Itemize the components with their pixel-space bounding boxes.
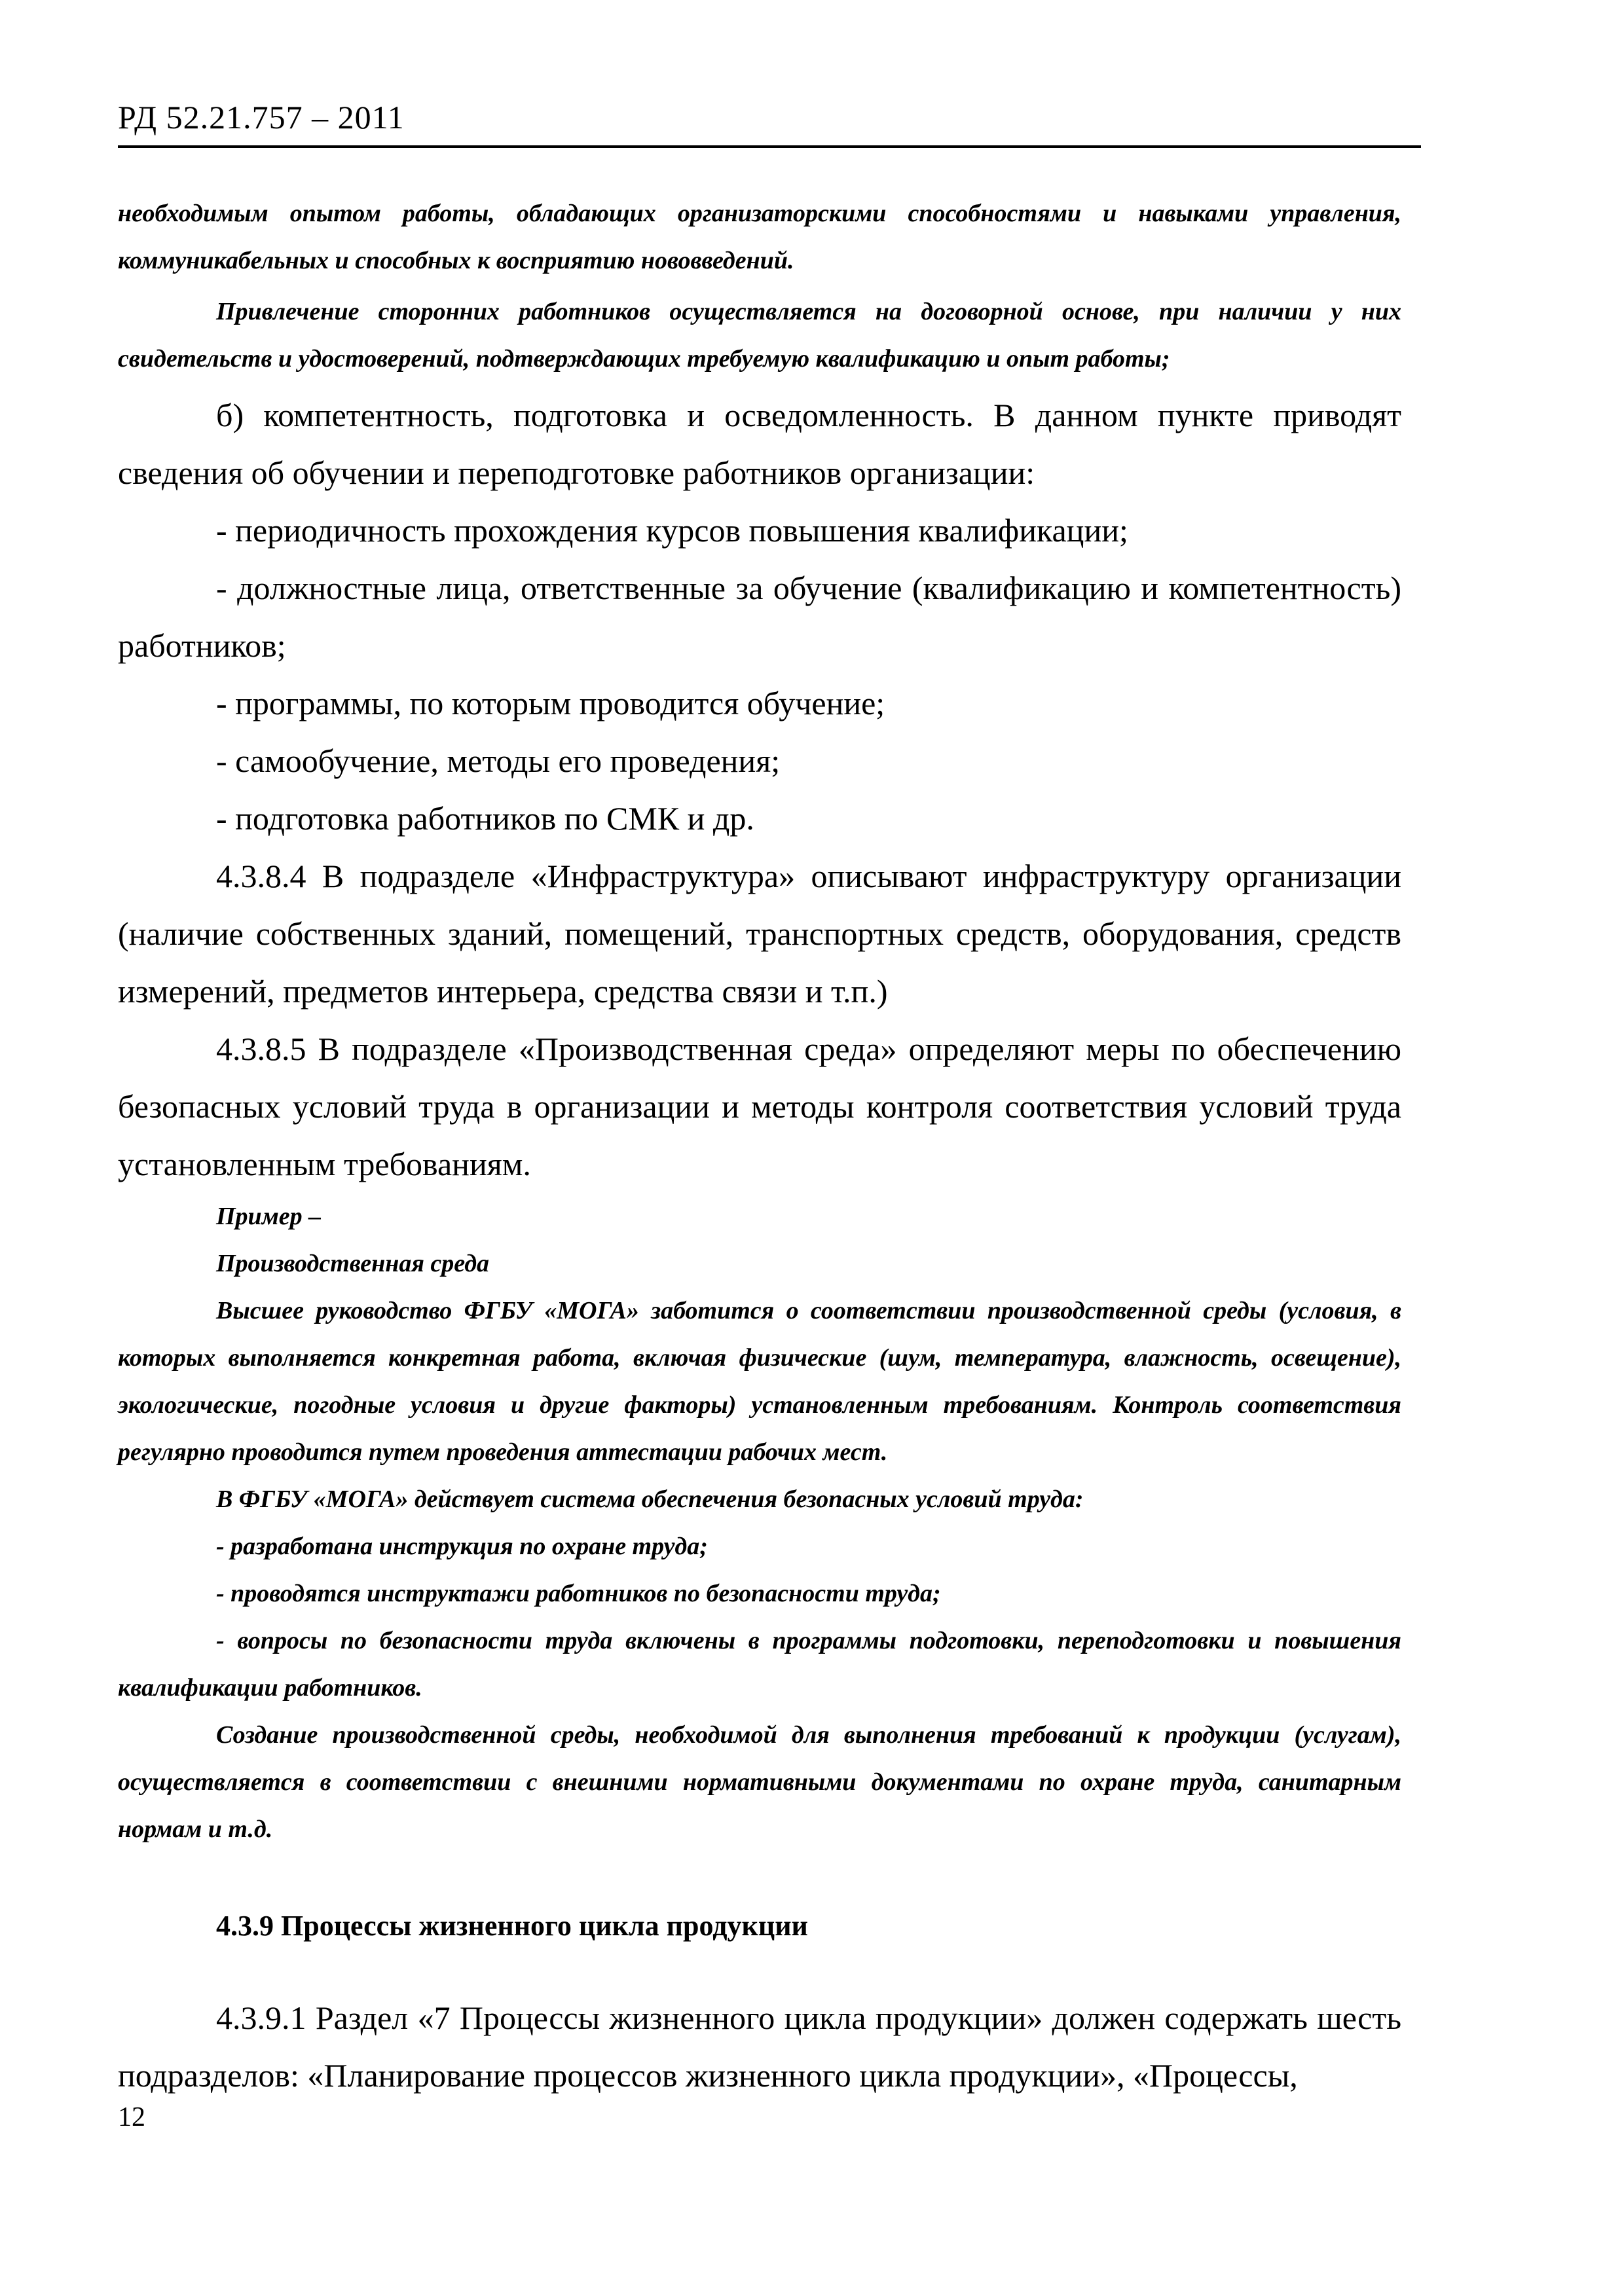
italic-list-item: - вопросы по безопасности труда включены в программы подготовки, переподготовки и повышения квалификации работников. bbox=[118, 1627, 1401, 1702]
italic-paragraph: Создание производственной среды, необходимой для выполнения требований к продукции (услугам), осуществляется в соответствии с внешними нормативными документами по охране труда, санитарным нормам и т.д. bbox=[118, 1721, 1401, 1843]
list-item: - самообучение, методы его проведения; bbox=[216, 742, 781, 779]
italic-paragraph: Высшее руководство ФГБУ «МОГА» заботится о соответствии производственной среды (условия, в которых выполняется конкретная работа, включая физические (шум, температура, влажность, освещение), экологические, погодные условия и другие факторы) установленным требованиям. Контроль соответствия регулярно проводится путем проведения аттестации рабочих мест. bbox=[118, 1297, 1401, 1466]
italic-list-item: - разработана инструкция по охране труда; bbox=[216, 1533, 708, 1560]
body-paragraph: 4.3.8.4 В подразделе «Инфраструктура» описывают инфраструктуру организации (наличие собственных зданий, помещений, транспортных средств, оборудования, средств измерений, предметов интерьера, средства связи и т.п.) bbox=[118, 858, 1401, 1010]
italic-paragraph: необходимым опытом работы, обладающих организаторскими способностями и навыками управления, коммуникабельных и способных к восприятию нововведений. bbox=[118, 200, 1401, 274]
list-item: - подготовка работников по СМК и др. bbox=[216, 800, 754, 837]
body-paragraph: 4.3.8.5 В подразделе «Производственная среда» определяют меры по обеспечению безопасных условий труда в организации и методы контроля соответствия условий труда установленным требованиям. bbox=[118, 1030, 1401, 1182]
list-item: - должностные лица, ответственные за обучение (квалификацию и компетентность) работников; bbox=[118, 570, 1401, 664]
section-heading: 4.3.9 Процессы жизненного цикла продукции bbox=[216, 1910, 808, 1942]
italic-list-item: - проводятся инструктажи работников по безопасности труда; bbox=[216, 1580, 941, 1607]
body-paragraph: б) компетентность, подготовка и осведомленность. В данном пункте приводят сведения об обучении и переподготовке работников организации: bbox=[118, 397, 1401, 491]
list-item: - программы, по которым проводится обучение; bbox=[216, 685, 885, 721]
body-paragraph: 4.3.9.1 Раздел «7 Процессы жизненного цикла продукции» должен содержать шесть подразделов: «Планирование процессов жизненного цикла продукции», «Процессы, bbox=[118, 1999, 1401, 2094]
italic-paragraph: Привлечение сторонних работников осуществляется на договорной основе, при наличии у них свидетельств и удостоверений, подтверждающих требуемую квалификацию и опыт работы; bbox=[118, 298, 1401, 373]
spacer bbox=[118, 1853, 1401, 1903]
page-number: 12 bbox=[118, 2102, 145, 2132]
spacer bbox=[118, 1950, 1401, 1989]
example-title: Производственная среда bbox=[216, 1250, 490, 1277]
italic-paragraph: В ФГБУ «МОГА» действует система обеспечения безопасных условий труда: bbox=[216, 1485, 1084, 1513]
page-body bbox=[118, 190, 1401, 2104]
example-label: Пример – bbox=[216, 1203, 322, 1230]
header-divider bbox=[118, 145, 1421, 148]
list-item: - периодичность прохождения курсов повышения квалификации; bbox=[216, 512, 1128, 549]
document-code: РД 52.21.757 – 2011 bbox=[118, 99, 405, 136]
